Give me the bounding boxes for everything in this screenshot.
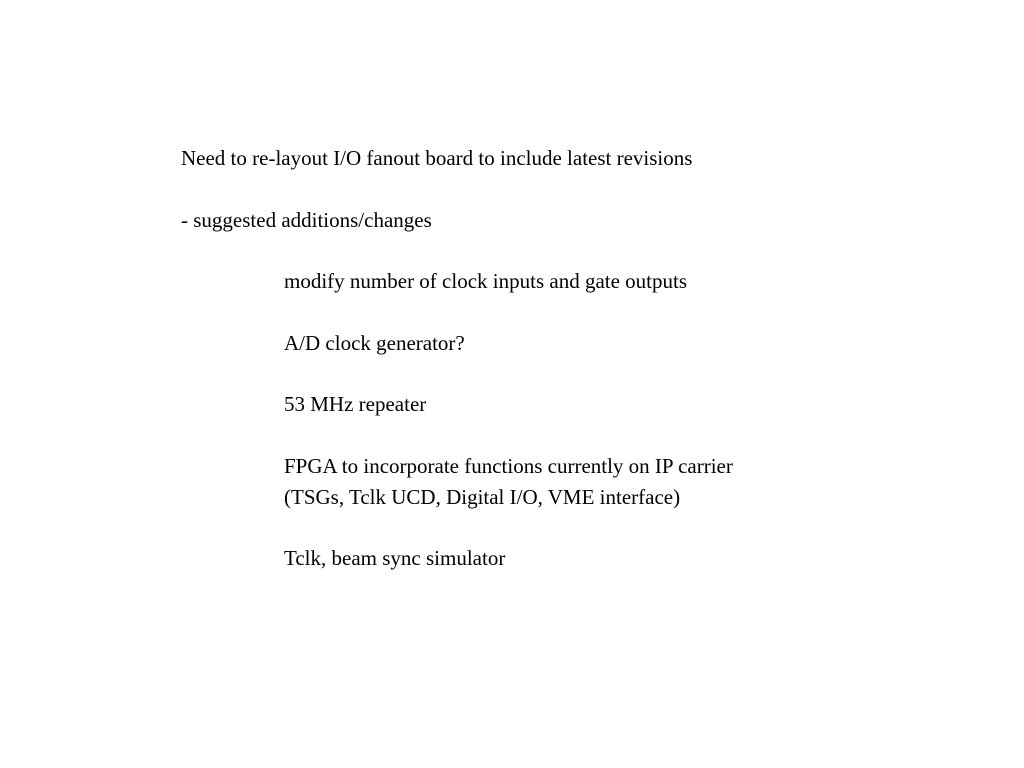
list-item-simulator: Tclk, beam sync simulator bbox=[284, 546, 506, 570]
list-item-repeater: 53 MHz repeater bbox=[284, 392, 427, 416]
list-item-fpga: FPGA to incorporate functions currently on IP carrier bbox=[284, 454, 733, 478]
list-item-clock-inputs: modify number of clock inputs and gate outputs bbox=[284, 269, 688, 293]
list-item-fpga-detail: (TSGs, Tclk UCD, Digital I/O, VME interface) bbox=[284, 485, 681, 509]
list-item-ad-clock: A/D clock generator? bbox=[284, 331, 465, 355]
slide-heading: Need to re-layout I/O fanout board to include latest revisions bbox=[181, 146, 693, 170]
slide-subheading: - suggested additions/changes bbox=[181, 208, 432, 232]
